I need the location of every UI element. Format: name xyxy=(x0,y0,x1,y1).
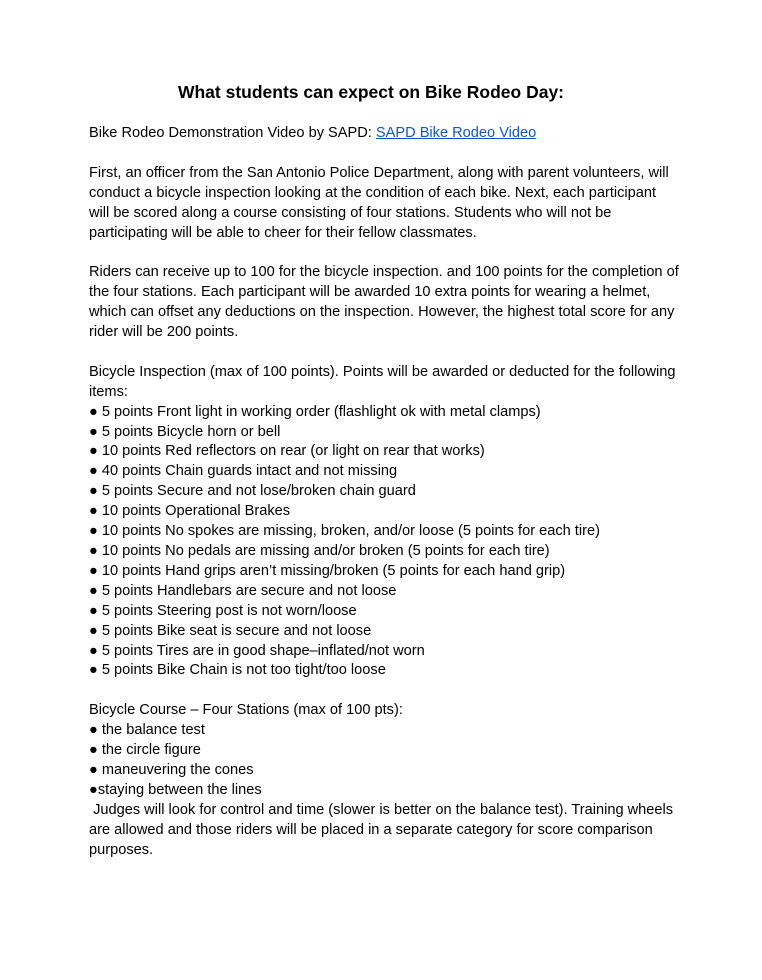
inspection-item: ● 5 points Secure and not lose/broken chain guard xyxy=(89,483,416,500)
inspection-item: ● 5 points Front light in working order (flashlight ok with metal clamps) xyxy=(89,403,541,420)
inspection-list xyxy=(89,403,679,682)
inspection-item: ● 10 points No pedals are missing and/or broken (5 points for each tire) xyxy=(89,542,550,559)
course-note: Judges will look for control and time (slower is better on the balance test). Training wheels are allowed and those riders will be placed in a separate category for score comparison purposes. xyxy=(89,801,678,858)
document-body xyxy=(89,124,679,860)
inspection-item: ● 10 points No spokes are missing, broken, and/or loose (5 points for each tire) xyxy=(89,523,600,540)
spacer xyxy=(89,144,679,164)
inspection-item: ● 5 points Bike seat is secure and not loose xyxy=(89,622,372,639)
video-label: Bike Rodeo Demonstration Video by SAPD: xyxy=(89,125,376,141)
course-item: ● the balance test xyxy=(89,722,205,739)
inspection-item: ● 5 points Tires are in good shape–inflated/not worn xyxy=(89,642,425,659)
inspection-item: ● 5 points Handlebars are secure and not loose xyxy=(89,582,397,599)
video-line xyxy=(89,124,679,144)
course-heading: Bicycle Course – Four Stations (max of 100 pts): xyxy=(89,702,403,719)
intro-paragraph: First, an officer from the San Antonio Police Department, along with parent volunteers, will conduct a bicycle inspection looking at the condition of each bike. Next, each participant will be scored along a course consisting of four stations. Students who will not be participating will be able to cheer for their fellow classmates. xyxy=(89,164,669,241)
inspection-heading: Bicycle Inspection (max of 100 points). Points will be awarded or deducted for the following items: xyxy=(89,363,676,400)
inspection-item: ● 5 points Steering post is not worn/loose xyxy=(89,602,357,619)
spacer xyxy=(89,243,679,263)
course-item: ●staying between the lines xyxy=(89,781,262,798)
page-title: What students can expect on Bike Rodeo Day: xyxy=(177,82,565,102)
course-list xyxy=(89,721,679,801)
inspection-item: ● 10 points Operational Brakes xyxy=(89,503,291,520)
inspection-item: ● 10 points Hand grips aren’t missing/broken (5 points for each hand grip) xyxy=(89,562,566,579)
spacer xyxy=(89,343,679,363)
course-item: ● maneuvering the cones xyxy=(89,761,254,778)
inspection-item: ● 5 points Bicycle horn or bell xyxy=(89,423,281,440)
course-item: ● the circle figure xyxy=(89,742,201,759)
scoring-paragraph: Riders can receive up to 100 for the bicycle inspection. and 100 points for the completion of the four stations. Each participant will be awarded 10 extra points for wearing a helmet, which can offset any deductions on the inspection. However, the highest total score for any rider will be 200 points. xyxy=(89,264,679,341)
inspection-item: ● 10 points Red reflectors on rear (or light on rear that works) xyxy=(89,443,485,460)
inspection-item: ● 5 points Bike Chain is not too tight/too loose xyxy=(89,662,386,679)
spacer xyxy=(89,681,679,701)
inspection-item: ● 40 points Chain guards intact and not missing xyxy=(89,463,398,480)
sapd-video-link[interactable]: SAPD Bike Rodeo Video xyxy=(375,125,537,141)
